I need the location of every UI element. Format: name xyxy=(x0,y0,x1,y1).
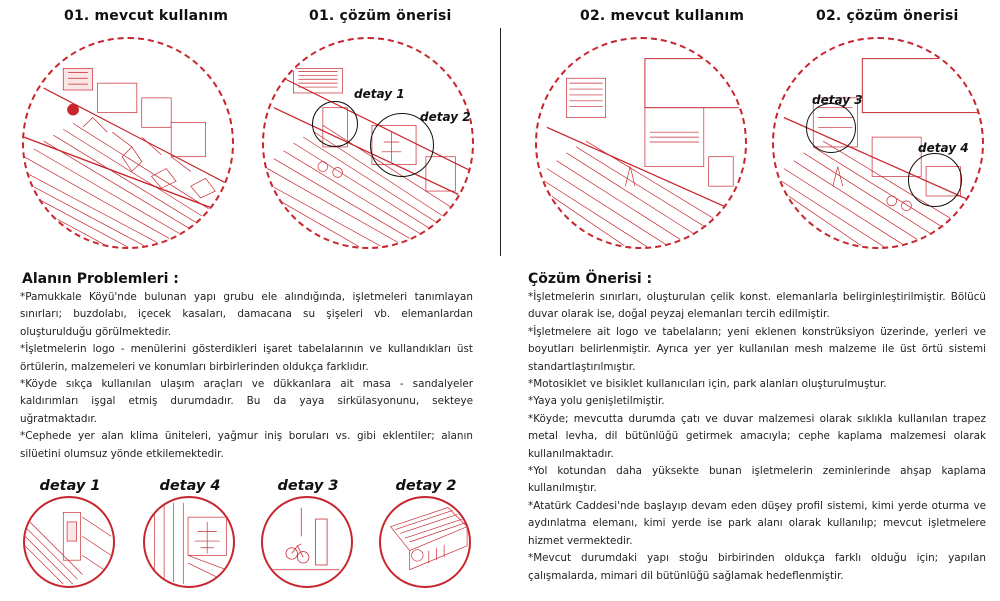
drawing-02-mevcut xyxy=(535,37,747,249)
detail-4-drawing xyxy=(143,496,235,588)
isometric-drawing-1 xyxy=(24,39,232,247)
solutions-text xyxy=(528,289,986,585)
solution-item: *Yaya yolu genişletilmiştir. xyxy=(528,395,665,408)
solution-item: *Köyde; mevcutta durumda çatı ve duvar malzemesi olarak sıklıkla kullanılan trapez metal levha, dil bütünlüğü getirmek amacıyla; cephe kaplama malzemesi olarak kullanılmaktadır. xyxy=(528,412,986,460)
solution-item: *Yol kotundan daha yüksekte bunan işletmelerin zeminlerinde ahşap kaplama kullanılmıştır. xyxy=(528,465,986,495)
solution-item: *İşletmelere ait logo ve tabelaların; yeni eklenen konstrüksiyon üzerinde, yerleri ve boyutları belirlenmiştir. Ayrıca yer yer kullanılan mesh malzeme ile üst örtü sistemi standartlaştırılmıştır. xyxy=(528,325,986,373)
detail-1-svg xyxy=(25,498,113,586)
isometric-drawing-3 xyxy=(537,39,745,247)
center-divider xyxy=(500,28,501,256)
problem-item: *Köyde sıkça kullanılan ulaşım araçları ve dükkanlara ait masa - sandalyeler kaldırımları işgal etmiş durumdadır. Bu da yaya sirkülasyonunu, sekteye uğratmaktadır. xyxy=(20,378,473,425)
detail-title-1: detay 1 xyxy=(39,478,101,494)
detail-4-svg xyxy=(145,498,233,586)
title-01-mevcut: 01. mevcut kullanım xyxy=(64,8,229,24)
solution-item: *Motosiklet ve bisiklet kullanıcıları için, park alanları oluşturulmuştur. xyxy=(528,378,887,391)
problem-item: *Pamukkale Köyü'nde bulunan yapı grubu ele alındığında, işletmeleri tanımlayan sınırları; buzdolabı, içecek kasaları, damacana su şişeleri vb. elemanlardan oluşturulduğu görülmektedir. xyxy=(20,291,473,338)
detail-3-marker xyxy=(806,103,856,153)
detail-4-label: detay 4 xyxy=(918,141,969,155)
detail-3-drawing xyxy=(261,496,353,588)
problem-item: *İşletmelerin logo - menülerini gösterdikleri işaret tabelalarının ve kullandıkları üst örtülerin, malzemeleri ve konumları birbirlerinden oldukça farklıdır. xyxy=(20,343,473,373)
detail-2-svg xyxy=(381,498,469,586)
solutions-heading: Çözüm Önerisi : xyxy=(528,271,653,287)
detail-3-label: detay 3 xyxy=(812,93,863,107)
detail-1-label: detay 1 xyxy=(354,87,405,101)
detail-2-label: detay 2 xyxy=(420,110,471,124)
solution-item: *İşletmelerin sınırları, oluşturulan çelik konst. elemanlarla belirginleştirilmiştir. Bölücü duvar olarak ise, doğal peyzaj elemanları tercih edilmiştir. xyxy=(528,291,986,321)
detail-1-marker xyxy=(312,101,358,147)
drawing-01-cozum xyxy=(262,37,474,249)
problems-text xyxy=(20,289,473,463)
problems-heading: Alanın Problemleri : xyxy=(22,271,179,287)
title-01-cozum: 01. çözüm önerisi xyxy=(309,8,452,24)
solution-item: *Mevcut durumdaki yapı stoğu birbirinden oldukça farklı olduğu için; yapılan çalışmalarda, mimari dil bütünlüğü sağlamak hedeflenmiştir. xyxy=(528,552,986,582)
detail-4-marker xyxy=(908,153,962,207)
detail-title-3: detay 3 xyxy=(277,478,339,494)
detail-title-4: detay 4 xyxy=(159,478,221,494)
title-02-cozum: 02. çözüm önerisi xyxy=(816,8,959,24)
detail-3-svg xyxy=(263,498,351,586)
drawing-01-mevcut xyxy=(22,37,234,249)
solution-item: *Atatürk Caddesi'nde başlayıp devam eden düşey profil sistemi, kimi yerde oturma ve aydınlatma elemanı, kimi yerde ise park alanı olarak kullanılıp; mevcut işletmelere hizmet vermektedir. xyxy=(528,499,986,547)
detail-2-drawing xyxy=(379,496,471,588)
isometric-drawing-2 xyxy=(264,39,472,247)
detail-1-drawing xyxy=(23,496,115,588)
title-02-mevcut: 02. mevcut kullanım xyxy=(580,8,745,24)
detail-title-2: detay 2 xyxy=(395,478,457,494)
problem-item: *Cephede yer alan klima üniteleri, yağmur iniş boruları vs. gibi eklentiler; alanın silüetini olumsuz yönde etkilemektedir. xyxy=(20,430,473,460)
